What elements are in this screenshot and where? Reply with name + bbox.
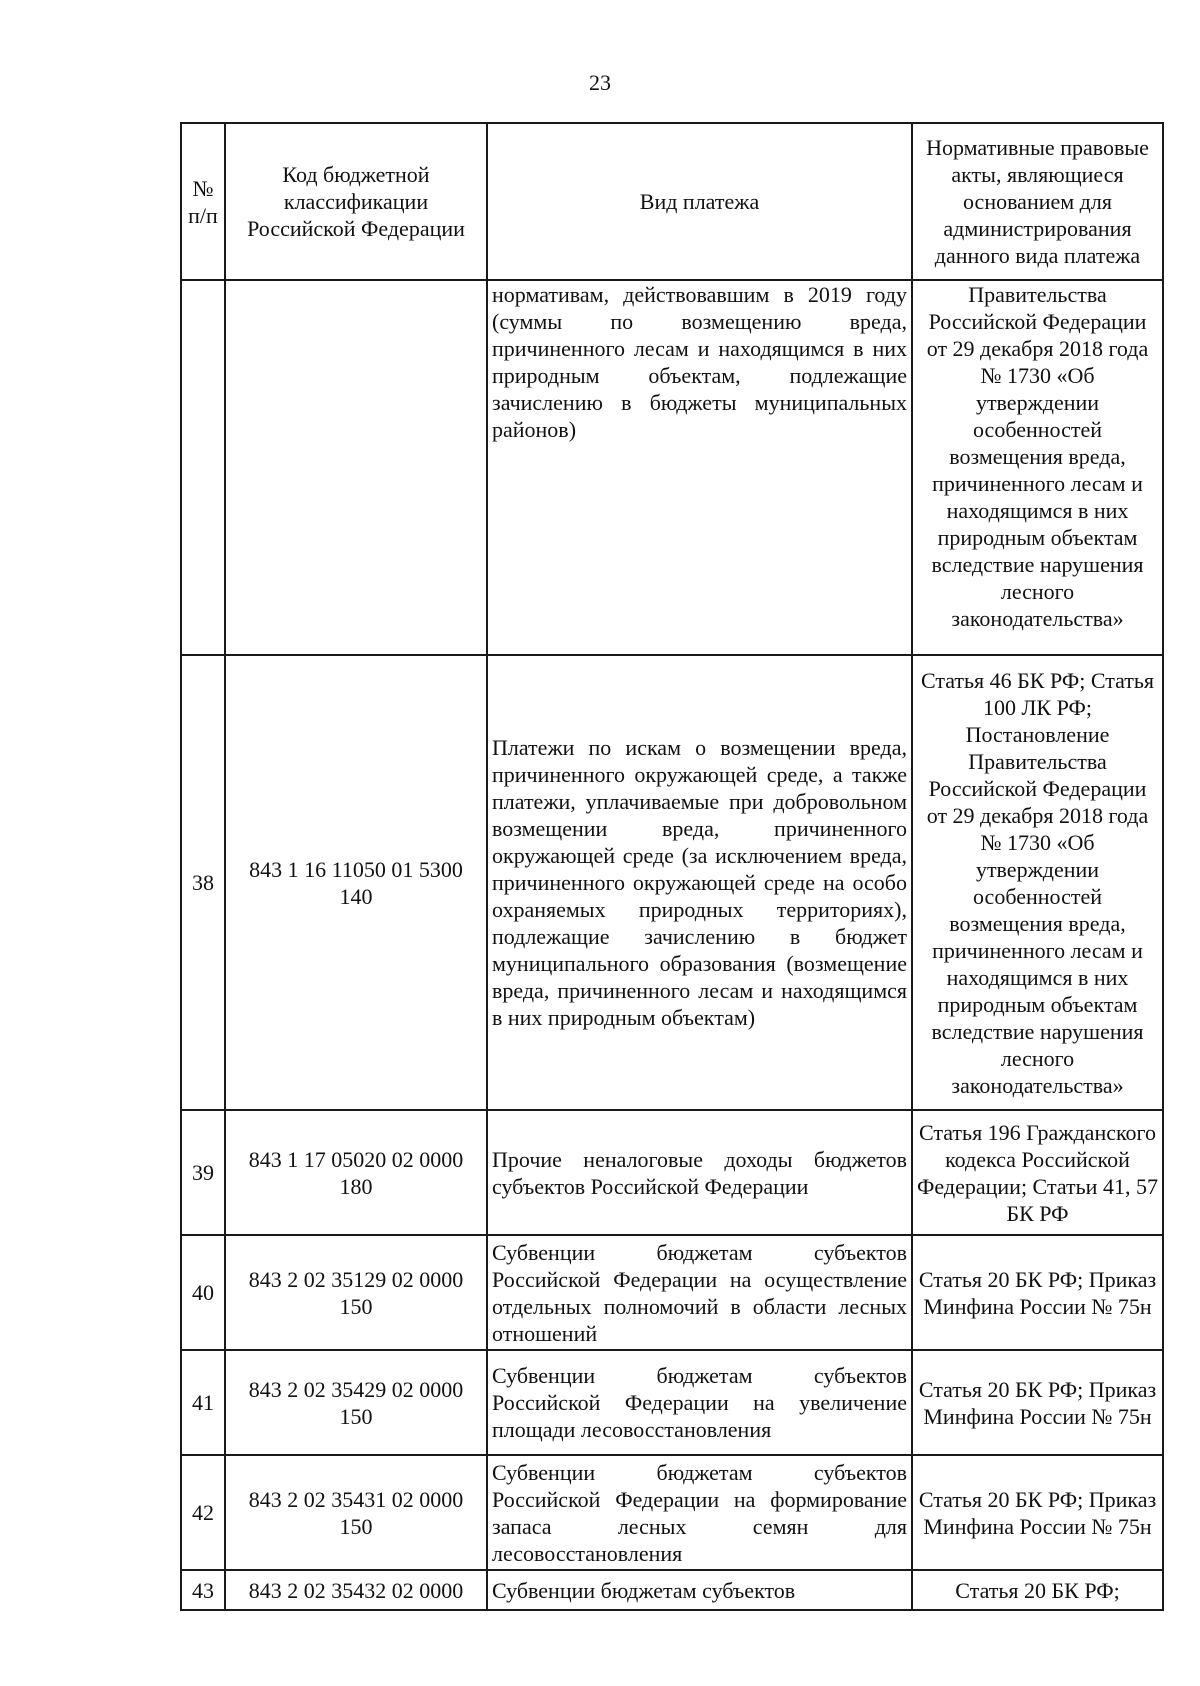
row-code xyxy=(225,280,487,655)
row-payment-type: Субвенции бюджетам субъектов xyxy=(487,1570,912,1610)
table-row xyxy=(181,1455,1163,1570)
page-number: 23 xyxy=(589,70,611,95)
row-payment-type: Субвенции бюджетам субъектов Российской Федерации на осуществление отдельных полномочий в области лесных отношений xyxy=(487,1235,912,1350)
header-num: № п/п xyxy=(181,123,225,280)
table-row xyxy=(181,1110,1163,1235)
row-code: 843 1 17 05020 02 0000 180 xyxy=(225,1110,487,1235)
row-code: 843 2 02 35129 02 0000 150 xyxy=(225,1235,487,1350)
row-legal-acts: Статья 20 БК РФ; Приказ Минфина России № 75н xyxy=(912,1455,1163,1570)
table-row xyxy=(181,1570,1163,1610)
header-legal-acts: Нормативные правовые акты, являющиеся основанием для администрирования данного вида платежа xyxy=(912,123,1163,280)
row-code: 843 2 02 35429 02 0000 150 xyxy=(225,1350,487,1455)
row-payment-type: Платежи по искам о возмещении вреда, причиненного окружающей среде, а также платежи, уплачиваемые при добровольном возмещении вреда, причиненного окружающей среде (за исключением вреда, причиненного окружающей среде на особо охраняемых природных территориях), подлежащие зачислению в бюджет муниципального образования (возмещение вреда, причиненного лесам и находящимся в них природным объектам) xyxy=(487,655,912,1110)
table-row xyxy=(181,280,1163,655)
table-row xyxy=(181,655,1163,1110)
row-legal-acts: Статья 20 БК РФ; Приказ Минфина России № 75н xyxy=(912,1350,1163,1455)
table-header-row xyxy=(181,123,1163,280)
row-num: 39 xyxy=(181,1110,225,1235)
row-payment-type: Прочие неналоговые доходы бюджетов субъектов Российской Федерации xyxy=(487,1110,912,1235)
table-row xyxy=(181,1350,1163,1455)
row-num: 40 xyxy=(181,1235,225,1350)
row-num xyxy=(181,280,225,655)
row-code: 843 1 16 11050 01 5300 140 xyxy=(225,655,487,1110)
row-legal-acts: Статья 20 БК РФ; Приказ Минфина России № 75н xyxy=(912,1235,1163,1350)
header-code: Код бюджетной классификации Российской Федерации xyxy=(225,123,487,280)
row-num: 38 xyxy=(181,655,225,1110)
table-row xyxy=(181,1235,1163,1350)
row-num: 42 xyxy=(181,1455,225,1570)
row-code: 843 2 02 35431 02 0000 150 xyxy=(225,1455,487,1570)
row-legal-acts: Правительства Российской Федерации от 29 декабря 2018 года № 1730 «Об утверждении особенностей возмещения вреда, причиненного лесам и находящимся в них природным объектам вследствие нарушения лесного законодательства» xyxy=(912,280,1163,655)
row-payment-type: нормативам, действовавшим в 2019 году (суммы по возмещению вреда, причиненного лесам и находящимся в них природным объектам, подлежащие зачислению в бюджеты муниципальных районов) xyxy=(487,280,912,655)
row-legal-acts: Статья 46 БК РФ; Статья 100 ЛК РФ; Постановление Правительства Российской Федерации от 29 декабря 2018 года № 1730 «Об утверждении особенностей возмещения вреда, причиненного лесам и находящимся в них природным объектам вследствие нарушения лесного законодательства» xyxy=(912,655,1163,1110)
header-payment-type: Вид платежа xyxy=(487,123,912,280)
row-num: 41 xyxy=(181,1350,225,1455)
row-legal-acts: Статья 20 БК РФ; xyxy=(912,1570,1163,1610)
budget-classification-table xyxy=(180,122,1164,1611)
row-num: 43 xyxy=(181,1570,225,1610)
row-payment-type: Субвенции бюджетам субъектов Российской Федерации на формирование запаса лесных семян для лесовосстановления xyxy=(487,1455,912,1570)
row-legal-acts: Статья 196 Гражданского кодекса Российской Федерации; Статьи 41, 57 БК РФ xyxy=(912,1110,1163,1235)
row-payment-type: Субвенции бюджетам субъектов Российской Федерации на увеличение площади лесовосстановления xyxy=(487,1350,912,1455)
row-code: 843 2 02 35432 02 0000 xyxy=(225,1570,487,1610)
